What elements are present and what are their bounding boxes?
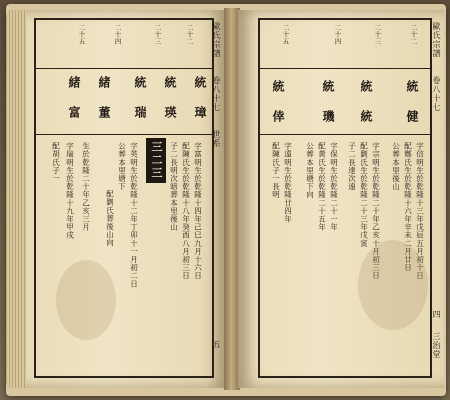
- text-column: 字英明生於乾隆十二年丁卯十一月初二日: [129, 142, 139, 288]
- text-column: 配胡氏子一: [51, 142, 61, 183]
- left-name-lower: 董: [97, 106, 111, 119]
- right-margin-page: 四: [432, 310, 441, 319]
- right-gen-label: 二十四: [333, 24, 342, 45]
- right-gen-label: 二十三: [373, 24, 382, 45]
- right-name: 統: [321, 80, 335, 93]
- text-column: 公葬本里塘下向: [305, 142, 315, 199]
- right-name-lower: 健: [405, 110, 419, 123]
- left-name-rule: [34, 134, 212, 135]
- right-margin-volume: 卷八十七: [432, 76, 441, 112]
- right-name: 統: [405, 80, 419, 93]
- right-name-lower: 璣: [321, 110, 335, 123]
- open-book: [6, 4, 446, 396]
- left-gen-label: 二十二: [185, 24, 194, 45]
- left-gen-label: 二十五: [77, 24, 86, 45]
- right-name-lower: 倖: [271, 110, 285, 123]
- left-name: 統: [193, 76, 207, 89]
- text-column: 公葬本里塘下: [117, 142, 127, 191]
- right-name: 統: [359, 80, 373, 93]
- left-margin-section: 世系: [212, 130, 221, 148]
- right-gen-label: 二十二: [409, 24, 418, 45]
- left-name-lower: 瑛: [163, 106, 177, 119]
- left-header-rule: [34, 68, 212, 69]
- right-margin-hall: 三治堂: [432, 332, 441, 359]
- left-name: 統: [163, 76, 177, 89]
- text-column: 配鄭氏生於乾隆十六年辛未二月廿日: [403, 142, 413, 272]
- left-name-lower: 璋: [193, 106, 207, 119]
- text-column: 配劉氏葬後山向: [105, 190, 115, 247]
- right-gen-label: 二十五: [281, 24, 290, 45]
- generation-seal: 三二三: [146, 138, 166, 183]
- right-name: 統: [271, 80, 285, 93]
- left-name-lower: 富: [67, 106, 81, 119]
- left-gen-label: 二十三: [153, 24, 162, 45]
- text-column: 配劉氏生於乾隆二十三年戊寅: [359, 142, 369, 248]
- text-column: 字信明生於乾隆十三年戊辰五月初十日: [415, 142, 425, 280]
- text-column: 字富明生於乾隆十四年己巳九月十六日: [193, 142, 203, 280]
- left-name: 緒: [97, 76, 111, 89]
- text-column: 子二長明次暗葬本里後山: [169, 142, 179, 232]
- text-column: 配黃氏生於乾隆二十五年: [317, 142, 327, 232]
- right-page: [238, 10, 444, 388]
- text-column: 字遠明生於乾隆廿四年: [283, 142, 293, 223]
- text-column: 生於乾隆二十年乙亥三月: [81, 142, 91, 232]
- text-column: 配陳氏子一長明: [271, 142, 281, 199]
- left-gen-label: 二十四: [113, 24, 122, 45]
- right-name-lower: 統: [359, 110, 373, 123]
- text-column: 子二長達次遠: [347, 142, 357, 191]
- left-page: [26, 10, 226, 388]
- text-column: 公葬本里後山: [391, 142, 401, 191]
- text-column: 字宗明生於乾隆二十年乙亥十月初三日: [371, 142, 381, 280]
- left-name: 緒: [67, 76, 81, 89]
- page-edges: [6, 10, 28, 388]
- text-column: 配陳氏生於乾隆十八年癸酉八月初三日: [181, 142, 191, 280]
- text-column: 字瑞明生於乾隆十九年甲戌: [65, 142, 75, 240]
- age-stain: [56, 260, 116, 340]
- right-header-rule: [258, 68, 430, 69]
- left-name-lower: 瑞: [133, 106, 147, 119]
- right-name-rule: [258, 134, 430, 135]
- left-name: 統: [133, 76, 147, 89]
- age-stain: [358, 240, 428, 330]
- left-margin-title: 歐氏宗譜: [212, 22, 221, 58]
- right-margin-title: 歐氏宗譜: [432, 22, 441, 58]
- left-margin-page: 五: [212, 340, 221, 349]
- text-column: 字保明生於乾隆二十一年: [329, 142, 339, 232]
- left-margin-volume: 卷八十七: [212, 76, 221, 112]
